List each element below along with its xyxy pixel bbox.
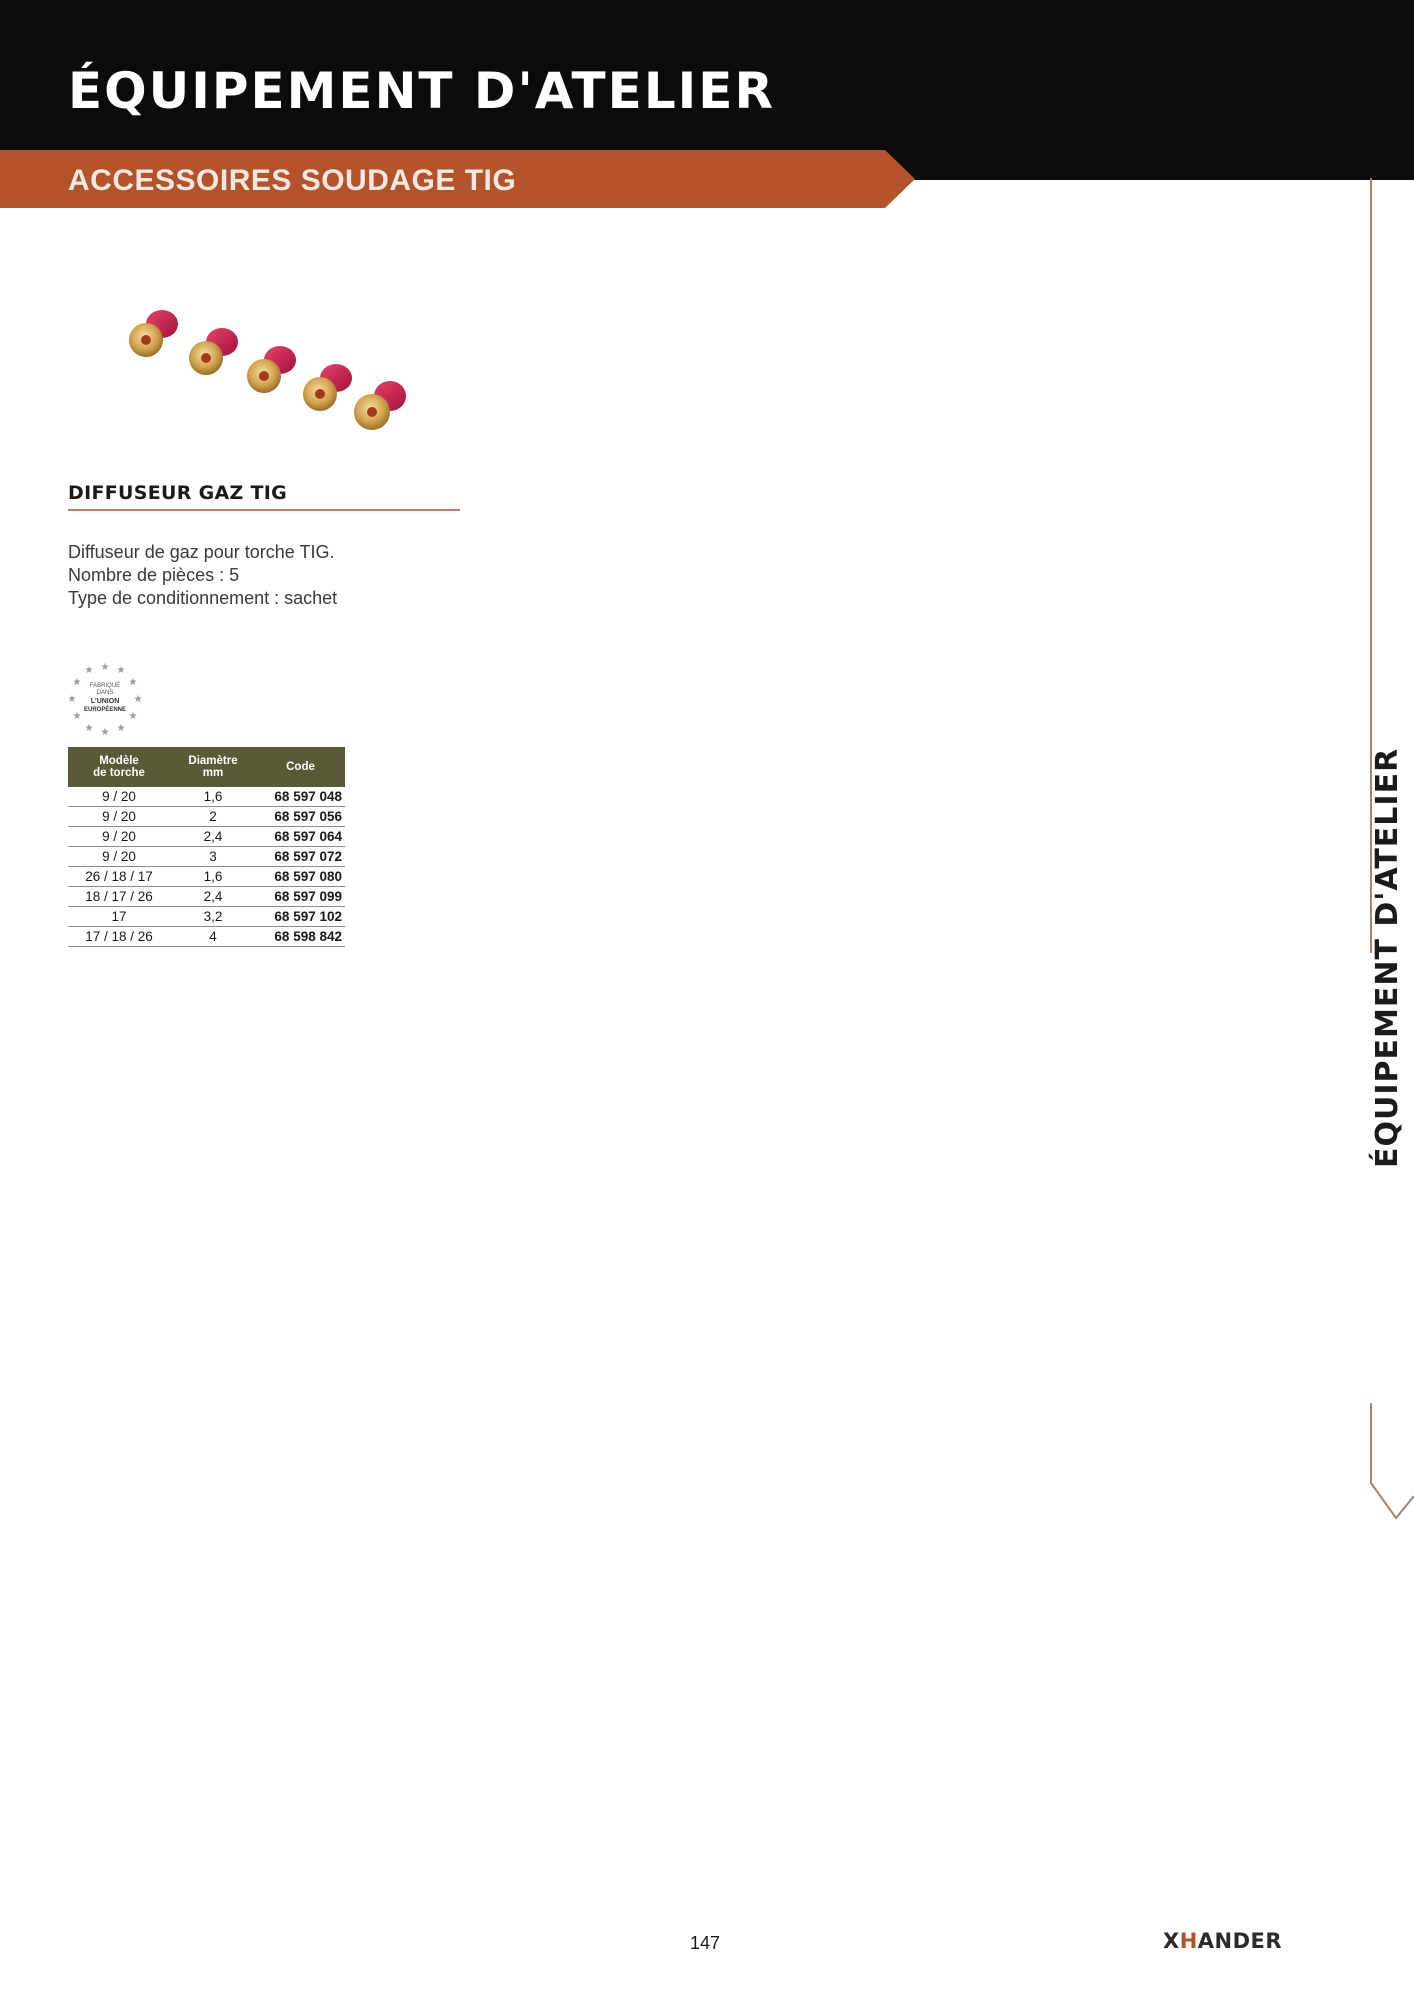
brand-logo: XHANDER <box>1163 1929 1283 1953</box>
cell-model: 9 / 20 <box>68 847 170 867</box>
cell-code: 68 597 048 <box>256 787 345 807</box>
cell-model: 9 / 20 <box>68 787 170 807</box>
table-row <box>68 807 345 827</box>
product-description <box>68 541 488 610</box>
svg-text:★: ★ <box>100 727 110 738</box>
cell-model: 26 / 18 / 17 <box>68 867 170 887</box>
svg-text:★: ★ <box>84 665 94 676</box>
cell-diameter: 1,6 <box>170 787 256 807</box>
cell-diameter: 3,2 <box>170 907 256 927</box>
spec-table <box>68 747 345 947</box>
made-in-eu-badge <box>66 660 144 738</box>
badge-line: EUROPÉENNE <box>83 707 127 713</box>
cell-model: 17 / 18 / 26 <box>68 927 170 947</box>
column-header-model: Modèle de torche <box>68 747 170 787</box>
gas-diffuser-product-photo <box>100 290 420 450</box>
cell-diameter: 2,4 <box>170 827 256 847</box>
svg-text:★: ★ <box>116 723 126 734</box>
cell-model: 18 / 17 / 26 <box>68 887 170 907</box>
svg-text:★: ★ <box>67 694 77 705</box>
svg-text:★: ★ <box>84 723 94 734</box>
description-line: Type de conditionnement : sachet <box>68 588 338 608</box>
diffuser-part <box>247 346 296 393</box>
svg-text:★: ★ <box>72 677 82 688</box>
column-header-code: Code <box>256 747 345 787</box>
table-header-row <box>68 747 345 787</box>
diffuser-part <box>189 328 238 375</box>
section-subtitle: ACCESSOIRES SOUDAGE TIG <box>68 164 517 197</box>
badge-line: L'UNION <box>90 698 120 705</box>
cell-code: 68 598 842 <box>256 927 345 947</box>
cell-model: 9 / 20 <box>68 807 170 827</box>
side-tab-label: ÉQUIPEMENT D'ATELIER <box>1370 747 1405 1168</box>
cell-model: 9 / 20 <box>68 827 170 847</box>
svg-text:★: ★ <box>72 711 82 722</box>
cell-diameter: 1,6 <box>170 867 256 887</box>
cell-code: 68 597 064 <box>256 827 345 847</box>
page-number: 147 <box>690 1933 721 1953</box>
cell-diameter: 2,4 <box>170 887 256 907</box>
page-title: ÉQUIPEMENT D'ATELIER <box>68 62 775 120</box>
table-row <box>68 927 345 947</box>
svg-text:★: ★ <box>100 662 110 673</box>
table-row <box>68 787 345 807</box>
badge-line: DANS <box>96 690 114 696</box>
product-title: DIFFUSEUR GAZ TIG <box>68 482 287 504</box>
cell-code: 68 597 080 <box>256 867 345 887</box>
title-divider <box>68 509 460 511</box>
diffuser-part <box>129 310 178 357</box>
svg-text:★: ★ <box>133 694 143 705</box>
svg-text:★: ★ <box>128 677 138 688</box>
svg-text:★: ★ <box>116 665 126 676</box>
cell-code: 68 597 102 <box>256 907 345 927</box>
cell-code: 68 597 072 <box>256 847 345 867</box>
column-header-diameter: Diamètre mm <box>170 747 256 787</box>
diffuser-part <box>303 364 352 411</box>
cell-code: 68 597 056 <box>256 807 345 827</box>
cell-model: 17 <box>68 907 170 927</box>
svg-text:★: ★ <box>128 711 138 722</box>
diffuser-part <box>354 381 406 430</box>
table-row <box>68 887 345 907</box>
table-row <box>68 907 345 927</box>
cell-diameter: 4 <box>170 927 256 947</box>
description-line: Nombre de pièces : 5 <box>68 565 240 585</box>
badge-line: FABRIQUÉ <box>89 683 121 689</box>
table-row <box>68 867 345 887</box>
cell-code: 68 597 099 <box>256 887 345 907</box>
table-row <box>68 847 345 867</box>
description-line: Diffuseur de gaz pour torche TIG. <box>68 542 335 562</box>
cell-diameter: 3 <box>170 847 256 867</box>
cell-diameter: 2 <box>170 807 256 827</box>
table-row <box>68 827 345 847</box>
